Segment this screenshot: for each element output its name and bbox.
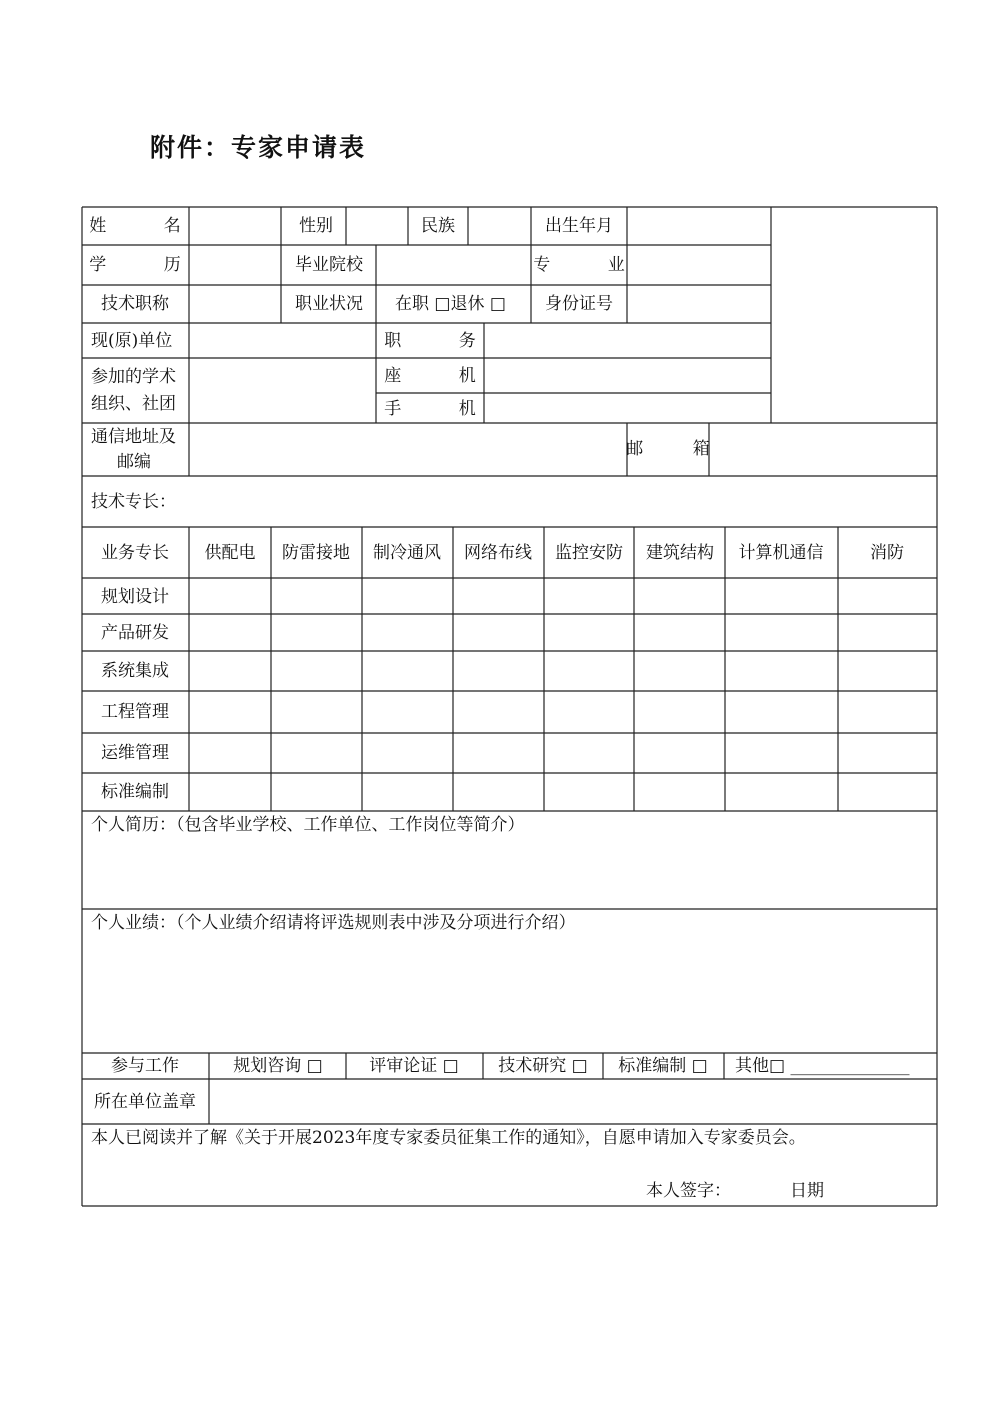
ethnicity-field[interactable]: [469, 208, 530, 244]
tech-expertise-label: 技术专长：: [91, 492, 176, 512]
expertise-row: 标准编制: [101, 782, 169, 802]
address-label-line2: 邮编: [117, 452, 151, 472]
job-status-checkboxes[interactable]: 在职 □退休 □: [395, 294, 506, 314]
education-label: 学 历: [89, 255, 207, 275]
resume-field[interactable]: [83, 838, 936, 908]
signature-label: 本人签字：: [646, 1181, 731, 1201]
email-field[interactable]: [710, 424, 936, 475]
education-field[interactable]: [190, 246, 280, 284]
school-field[interactable]: [377, 246, 530, 284]
tech-title-label: 技术职称: [101, 294, 169, 314]
gender-field[interactable]: [347, 208, 407, 244]
id-number-label: 身份证号: [545, 294, 613, 314]
expertise-column: 防雷接地: [282, 543, 350, 563]
photo-area[interactable]: [772, 208, 936, 422]
expertise-column: 监控安防: [555, 543, 623, 563]
address-field[interactable]: [190, 424, 626, 475]
name-field[interactable]: [190, 208, 280, 244]
academic-label-line2: 组织、社团: [91, 394, 176, 414]
position-label: 职 务: [384, 331, 502, 351]
expertise-row: 规划设计: [101, 587, 169, 607]
major-label: 专 业: [533, 255, 651, 275]
expertise-row: 产品研发: [101, 623, 169, 643]
id-number-field[interactable]: [628, 286, 770, 322]
landline-label: 座 机: [384, 366, 502, 386]
page-title: 附件：专家申请表: [150, 133, 367, 162]
mobile-field[interactable]: [485, 394, 770, 422]
declaration-text: 本人已阅读并了解《关于开展2023年度专家委员征集工作的通知》，自愿申请加入专家委员会。: [91, 1128, 806, 1148]
date-label: 日期: [790, 1181, 824, 1201]
unit-seal-field[interactable]: [210, 1080, 936, 1123]
name-label: 姓 名: [89, 216, 207, 236]
date-field[interactable]: [826, 1178, 926, 1202]
school-label: 毕业院校: [295, 255, 363, 275]
employer-field[interactable]: [190, 324, 375, 357]
birth-label: 出生年月: [545, 216, 613, 236]
address-label-line1: 通信地址及: [91, 427, 176, 447]
ethnicity-label: 民族: [421, 216, 455, 236]
achievements-field[interactable]: [83, 936, 936, 1052]
participation-option[interactable]: 评审论证 □: [369, 1056, 459, 1076]
gender-label: 性别: [299, 216, 333, 236]
expertise-column: 建筑结构: [646, 543, 714, 563]
business-expertise-label: 业务专长: [101, 543, 169, 563]
expertise-column: 计算机通信: [738, 543, 824, 563]
landline-field[interactable]: [485, 359, 770, 392]
signature-field[interactable]: [728, 1178, 783, 1202]
expertise-column: 制冷通风: [373, 543, 441, 563]
academic-label-line1: 参加的学术: [91, 367, 176, 387]
position-field[interactable]: [485, 324, 770, 357]
expertise-column: 供配电: [204, 543, 256, 563]
academic-field[interactable]: [190, 359, 375, 422]
participation-option[interactable]: 技术研究 □: [498, 1056, 588, 1076]
participation-option[interactable]: 规划咨询 □: [233, 1056, 323, 1076]
tech-title-field[interactable]: [190, 286, 280, 322]
expertise-row: 工程管理: [101, 702, 169, 722]
participation-option-other[interactable]: 其他□ ______________: [735, 1056, 910, 1076]
employer-label: 现(原)单位: [91, 331, 173, 351]
participation-label: 参与工作: [111, 1056, 179, 1076]
expertise-column: 消防: [870, 543, 904, 563]
email-label: 邮 箱: [626, 439, 732, 459]
mobile-label: 手 机: [384, 399, 502, 419]
birth-field[interactable]: [628, 208, 770, 244]
job-status-label: 职业状况: [295, 294, 363, 314]
major-field[interactable]: [628, 246, 770, 284]
expertise-column: 网络布线: [464, 543, 532, 563]
resume-label: 个人简历：（包含毕业学校、工作单位、工作岗位等简介）: [91, 815, 525, 835]
expertise-row: 系统集成: [101, 661, 169, 681]
expertise-row: 运维管理: [101, 743, 169, 763]
achievements-label: 个人业绩：（个人业绩介绍请将评选规则表中涉及分项进行介绍）: [91, 913, 576, 933]
participation-option[interactable]: 标准编制 □: [618, 1056, 708, 1076]
unit-seal-label: 所在单位盖章: [94, 1092, 196, 1112]
